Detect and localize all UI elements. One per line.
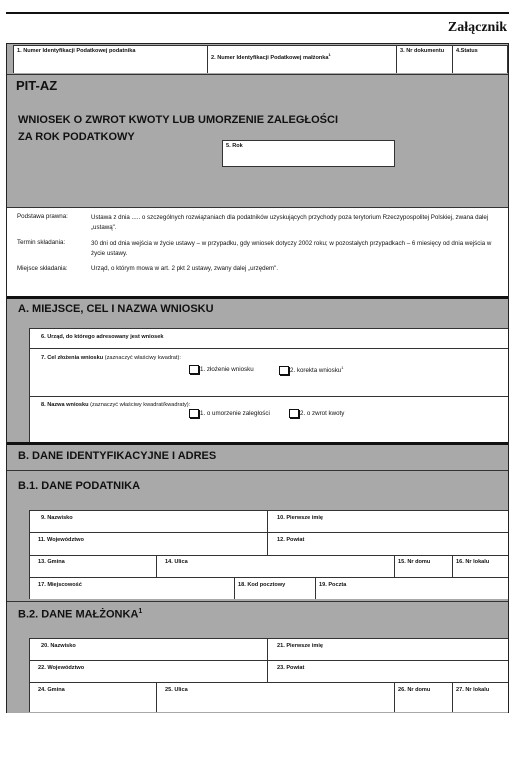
nip-taxpayer-field[interactable] <box>13 45 207 73</box>
b1-title: B.1. DANE PODATNIKA <box>18 480 141 492</box>
b1-firstname-label: 10. Pierwsze imię <box>277 515 324 521</box>
purpose-option-1[interactable]: 1. złożenie wniosku <box>189 365 254 374</box>
b1-postal-code-field[interactable] <box>234 577 315 599</box>
b1-city-label: 17. Miejscowość <box>38 582 82 588</box>
place-text: Urząd, o którym mowa w art. 2 pkt 2 ustawy, zwany dalej „urzędem". <box>91 265 279 272</box>
b2-commune-field[interactable] <box>29 682 156 712</box>
nip-taxpayer-label: 1. Numer Identyfikacji Podatkowej podatnika <box>17 48 136 54</box>
b1-commune-label: 13. Gmina <box>38 559 65 565</box>
b1-county-field[interactable] <box>267 532 508 555</box>
b1-surname-field[interactable] <box>29 510 267 532</box>
office-label: 6. Urząd, do którego adresowany jest wniosek <box>41 334 164 340</box>
year-label: 5. Rok <box>226 143 243 149</box>
section-b-title: B. DANE IDENTYFIKACYJNE I ADRES <box>18 450 217 462</box>
purpose-option-2[interactable]: 2. korekta wniosku$^1$ <box>279 365 343 375</box>
document-number-label: 3. Nr dokumentu <box>400 48 445 54</box>
b1-street-field[interactable] <box>156 555 394 577</box>
b1-commune-field[interactable] <box>29 555 156 577</box>
b2-voivodeship-label: 22. Województwo <box>38 665 85 671</box>
b2-street-label: 25. Ulica <box>165 687 188 693</box>
form-code: PIT-AZ <box>16 78 58 93</box>
application-option-1[interactable]: 1. o umorzenie zaległości <box>189 409 270 418</box>
b1-voivodeship-field[interactable] <box>29 532 267 555</box>
b1-divider <box>7 470 508 471</box>
purpose-label: 7. Cel złożenia wniosku (zaznaczyć właściwy kwadrat): <box>41 355 181 361</box>
b2-house-number-field[interactable] <box>394 682 452 712</box>
b2-voivodeship-field[interactable] <box>29 660 267 682</box>
year-field[interactable] <box>222 140 395 167</box>
b1-county-label: 12. Powiat <box>277 537 305 543</box>
application-name-field <box>29 396 508 442</box>
status-label: 4.Status <box>456 48 478 54</box>
b2-house-number-label: 26. Nr domu <box>398 687 431 693</box>
b2-flat-number-field[interactable] <box>452 682 508 712</box>
deadline-text: 30 dni od dnia wejścia w życie ustawy – w przypadku, gdy wniosek dotyczy 2002 roku; w pozostałych przypadkach – 6 miesięcy od dnia wejścia w życie ustawy. <box>91 240 492 257</box>
annex-title: Załącznik <box>447 20 507 35</box>
office-field[interactable] <box>29 328 508 348</box>
b2-flat-number-label: 27. Nr lokalu <box>456 687 490 693</box>
b1-street-label: 14. Ulica <box>165 559 188 565</box>
application-option-1-checkbox[interactable] <box>189 409 199 418</box>
application-option-2[interactable]: 2. o zwrot kwoty <box>289 409 344 418</box>
nip-spouse-field[interactable] <box>207 45 396 73</box>
purpose-option-1-checkbox[interactable] <box>189 365 199 374</box>
b1-post-office-label: 19. Poczta <box>319 582 347 588</box>
b2-street-field[interactable] <box>156 682 394 712</box>
b2-surname-label: 20. Nazwisko <box>41 643 76 649</box>
b1-post-office-field[interactable] <box>315 577 508 599</box>
section-a-title: A. MIEJSCE, CEL I NAZWA WNIOSKU <box>18 303 214 315</box>
b1-firstname-field[interactable] <box>267 510 508 532</box>
purpose-field <box>29 348 508 396</box>
form-title-line1: WNIOSEK O ZWROT KWOTY LUB UMORZENIE ZALEGŁOŚCI <box>18 114 339 126</box>
b1-voivodeship-label: 11. Województwo <box>38 537 84 543</box>
b2-title: B.2. DANE MAŁŻONKA$^1$ <box>18 608 143 621</box>
b2-county-field[interactable] <box>267 660 508 682</box>
b1-postal-code-label: 18. Kod pocztowy <box>238 582 286 588</box>
b2-county-label: 23. Powiat <box>277 665 305 671</box>
b2-firstname-label: 21. Pierwsze imię <box>277 643 324 649</box>
purpose-option-2-checkbox[interactable] <box>279 366 289 375</box>
b2-divider <box>7 601 508 602</box>
b1-house-number-label: 15. Nr domu <box>398 559 431 565</box>
nip-spouse-label: 2. Numer Identyfikacji Podatkowej małżonka$^1$ <box>211 52 331 61</box>
b1-flat-number-field[interactable] <box>452 555 508 577</box>
deadline-label: Termin składania: <box>17 239 66 246</box>
legal-basis-label: Podstawa prawna: <box>17 213 68 220</box>
document-number-field[interactable] <box>396 45 452 73</box>
place-label: Miejsce składania: <box>17 265 68 272</box>
b1-house-number-field[interactable] <box>394 555 452 577</box>
legal-basis-text: Ustawa z dnia ..... o szczególnych rozwiązaniach dla podatników uzyskujących przychody poza terytorium Rzeczypospolitej Polskiej, zwana dalej „ustawą". <box>91 214 489 231</box>
form-title-line2: ZA ROK PODATKOWY <box>18 131 135 143</box>
b2-surname-field[interactable] <box>29 638 267 660</box>
b1-surname-label: 9. Nazwisko <box>41 515 73 521</box>
application-name-label: 8. Nazwa wniosku (zaznaczyć właściwy kwadrat/kwadraty): <box>41 402 191 408</box>
b2-firstname-field[interactable] <box>267 638 508 660</box>
status-field[interactable] <box>452 45 508 73</box>
b1-city-field[interactable] <box>29 577 234 599</box>
b1-flat-number-label: 16. Nr lokalu <box>456 559 490 565</box>
application-option-2-checkbox[interactable] <box>289 409 299 418</box>
top-rule <box>6 12 509 14</box>
b2-commune-label: 24. Gmina <box>38 687 65 693</box>
